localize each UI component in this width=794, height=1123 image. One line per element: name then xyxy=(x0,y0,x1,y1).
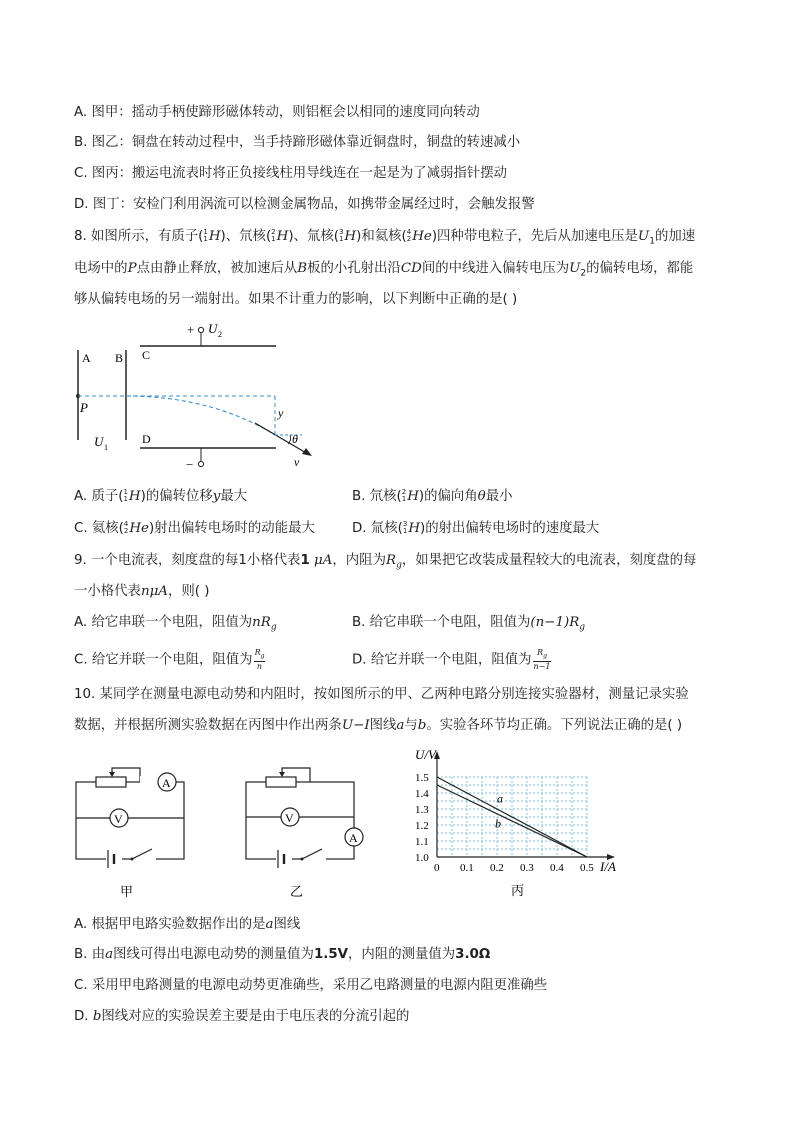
opt-text: D. 氚核( xyxy=(352,521,403,536)
nuclide-he4: 4 2 xyxy=(406,228,412,243)
opt-text: C. 给它并联一个电阻，阻值为 xyxy=(74,652,253,668)
opt-text: A. 给它串联一个电阻，阻值为 xyxy=(74,615,253,630)
opt-text: C. 氦核( xyxy=(74,521,124,536)
x-tick-label: 0.4 xyxy=(550,862,564,874)
u1-label: U xyxy=(94,434,104,449)
trajectory xyxy=(126,396,275,435)
q8-text: )四种带电粒子，先后从加速电压是 xyxy=(431,229,638,244)
q9-text: ，则( ) xyxy=(167,584,210,599)
q8-stem-line2 xyxy=(74,260,693,283)
opt-text: D. 给它并联一个电阻，阻值为 xyxy=(352,652,532,668)
q10-option-c: C. 采用甲电路测量的电源电动势更准确些，采用乙电路测量的电源内阻更准确些 xyxy=(74,978,548,993)
y-tick-label: 1.5 xyxy=(415,772,429,784)
nuclide-symbol: H xyxy=(344,229,357,244)
q9-num: 1 xyxy=(238,553,247,568)
q10-text: 图线 xyxy=(369,718,397,733)
q10-stem-line2 xyxy=(74,717,682,735)
q7-option-b: B. 图乙：铜盘在转动过程中，当手持蹄形磁体靠近铜盘时，铜盘的转速减小 xyxy=(74,135,521,150)
opt-text: ，内阻的测量值为 xyxy=(348,947,456,962)
opt-text: B. 氘核( xyxy=(352,489,402,504)
switch-pivot xyxy=(131,858,134,861)
series-label-b: b xyxy=(495,816,501,831)
opt-text: D. xyxy=(74,1009,93,1024)
opt-text: B. 给它串联一个电阻，阻值为 xyxy=(352,615,531,630)
opt-value: (n−1)R xyxy=(530,615,580,630)
fraction-den: n−1 xyxy=(533,661,551,671)
voltmeter-label: V xyxy=(285,811,294,825)
q10-text: 数据，并根据所测实验数据在丙图中作出两条 xyxy=(74,718,342,733)
opt-value: 3.0Ω xyxy=(455,947,491,962)
q8-option-a xyxy=(74,488,247,506)
y-tick-label: 1.1 xyxy=(415,836,429,848)
u1-sub: 1 xyxy=(104,443,108,452)
nuclide-symbol: He xyxy=(412,229,432,244)
x-tick-label: 0.1 xyxy=(460,862,474,874)
nuclide-h2: 2 1 xyxy=(271,228,276,243)
var-u1: U xyxy=(637,229,650,244)
opt-text: A. 质子( xyxy=(74,489,124,504)
q8-text: 点由静止释放，被加速后从 xyxy=(136,261,298,276)
q8-option-d xyxy=(352,520,599,538)
deflection-field-diagram xyxy=(70,318,330,476)
nuclide-he4: 4 2 xyxy=(123,520,129,535)
q10-text: 。实验各环节均正确。下列说法正确的是( ) xyxy=(426,718,683,733)
q8-text: 8. 如图所示，有质子( xyxy=(74,229,204,244)
slider-arrow xyxy=(109,772,115,777)
q9-text: ，如果把它改装成量程较大的电流表，刻度盘的每 xyxy=(401,553,697,568)
opt-text: )的偏向角 xyxy=(418,489,478,504)
nuclide-symbol: H xyxy=(208,229,221,244)
q9-text: 一小格代表 xyxy=(74,584,141,599)
label-d: D xyxy=(142,432,151,446)
voltmeter-label: V xyxy=(114,812,123,826)
q9-option-a xyxy=(74,614,277,637)
opt-text: 图线 xyxy=(273,917,301,932)
opt-text: 最小 xyxy=(485,489,513,504)
opt-value: 1.5V xyxy=(313,947,349,962)
nuclide-symbol: H xyxy=(408,521,420,536)
sub-g: g xyxy=(396,560,402,571)
var-u-i: U−I xyxy=(341,718,370,733)
var-b: b xyxy=(417,718,427,733)
sub-1: 1 xyxy=(649,236,655,247)
y-tick-label: 1.0 xyxy=(415,852,429,864)
q10-text: 与 xyxy=(404,718,418,733)
q8-text: 的加速 xyxy=(654,229,696,244)
q9-option-b xyxy=(352,614,585,637)
fraction-rg-over-n xyxy=(254,648,266,671)
q7-option-c: C. 图丙：搬运电流表时将正负接线柱用导线连在一起是为了减弱指针摆动 xyxy=(74,166,507,181)
circuit-loop xyxy=(76,782,184,859)
minus-sign: − xyxy=(186,457,194,472)
q7-option-d: D. 图丁：安检门利用涡流可以检测金属物品，如携带金属经过时，会触发报警 xyxy=(74,197,535,212)
u2-label: U xyxy=(208,321,218,336)
switch-pivot xyxy=(301,858,304,861)
label-b: B xyxy=(115,351,124,365)
y-tick-label: 1.3 xyxy=(415,804,429,816)
ammeter-label: A xyxy=(162,776,171,790)
q9-stem-line1 xyxy=(74,552,696,575)
label-v: v xyxy=(294,455,300,469)
label-bing: 丙 xyxy=(511,883,525,898)
x-tick-label: 0 xyxy=(434,862,440,874)
circuit-jia xyxy=(70,762,195,902)
q8-stem-line3: 够从偏转电场的另一端射出。如果不计重力的影响，以下判断中正确的是( ) xyxy=(74,292,518,307)
q8-text: )、氘核( xyxy=(220,229,272,244)
x-tick-label: 0.3 xyxy=(520,862,534,874)
circuit-loop xyxy=(246,782,354,859)
opt-text: )的射出偏转电场时的速度最大 xyxy=(420,521,600,536)
terminal-minus xyxy=(198,461,203,466)
q9-text: ，内阻为 xyxy=(332,553,386,568)
terminal-plus xyxy=(198,327,203,332)
u-i-chart xyxy=(395,745,635,905)
sub-2: 2 xyxy=(580,268,587,279)
nuclide-h1: 1 1 xyxy=(123,488,128,503)
var-r: R xyxy=(385,553,397,568)
nuclide-h2: 2 1 xyxy=(401,488,407,503)
var-theta: θ xyxy=(477,489,486,504)
label-a: A xyxy=(82,351,91,365)
q9-stem-line2 xyxy=(74,583,209,601)
plus-sign: + xyxy=(187,322,195,337)
q8-text: 电场中的 xyxy=(74,261,128,276)
var-p: P xyxy=(127,261,137,276)
label-p: P xyxy=(80,400,88,415)
q8-text: 间的中线进入偏转电压为 xyxy=(421,261,570,276)
u2-sub: 2 xyxy=(218,330,222,339)
label-c: C xyxy=(142,348,151,362)
nuclide-h3: 3 1 xyxy=(338,228,344,243)
label-y: y xyxy=(278,406,284,420)
q8-text: 板的小孔射出沿 xyxy=(307,261,401,276)
fraction-num: $R_g$ xyxy=(533,648,552,662)
q10-option-a xyxy=(74,916,300,934)
circuit-yi xyxy=(240,762,370,902)
series-label-a: a xyxy=(497,791,503,806)
q9-num: 1 xyxy=(300,553,310,568)
label-yi: 乙 xyxy=(290,884,304,899)
var-a: a xyxy=(396,718,405,733)
var-u2: U xyxy=(569,261,581,276)
velocity-arrow xyxy=(255,423,308,454)
var-b: b xyxy=(92,1009,102,1024)
q8-option-b xyxy=(352,488,513,506)
var-y: y xyxy=(212,489,221,504)
unit-mu-a: μA xyxy=(314,553,333,568)
velocity-arrowhead xyxy=(302,448,312,456)
nuclide-symbol: H xyxy=(407,489,419,504)
q9-option-d xyxy=(352,648,552,671)
q8-option-c xyxy=(74,520,315,538)
label-jia: 甲 xyxy=(120,884,134,899)
opt-text: 最大 xyxy=(220,489,248,504)
chart-axes xyxy=(434,751,615,860)
mask xyxy=(132,852,156,866)
y-tick-label: 1.4 xyxy=(415,788,429,800)
x-tick-label: 0.5 xyxy=(580,862,594,874)
sub-g: g xyxy=(579,622,586,633)
opt-text: 图线可得出电源电动势的测量值为 xyxy=(113,947,314,962)
var-n-mu-a: nμA xyxy=(140,584,168,599)
x-tick-label: 0.2 xyxy=(490,862,504,874)
y-axis-label: U/V xyxy=(415,747,436,762)
q8-text: )、氚核( xyxy=(288,229,339,244)
sub-g: g xyxy=(270,622,277,633)
var-a: a xyxy=(105,947,114,962)
nuclide-h3: 3 1 xyxy=(402,520,408,535)
rheostat xyxy=(96,777,126,787)
q9-option-c xyxy=(74,648,266,671)
q10-option-d xyxy=(74,1008,409,1026)
fraction-rg-over-n-minus-1 xyxy=(533,648,552,671)
opt-value: nR xyxy=(252,615,271,630)
q10-stem-line1: 10. 某同学在测量电源电动势和内阻时，按如图所示的甲、乙两种电路分别连接实验器材，测量记录实验 xyxy=(74,687,689,702)
q8-text: 的偏转电场，都能 xyxy=(586,261,694,276)
label-theta: θ xyxy=(292,432,298,446)
var-cd: CD xyxy=(400,261,422,276)
q7-option-a: A. 图甲：摇动手柄使蹄形磁体转动，则铝框会以相同的速度同向转动 xyxy=(74,105,480,120)
var-b: B xyxy=(297,261,308,276)
q9-text: 小格代表 xyxy=(246,553,301,568)
opt-text: )射出偏转电场时的动能最大 xyxy=(148,521,315,536)
nuclide-symbol: H xyxy=(128,489,141,504)
opt-text: A. 根据甲电路实验数据作出的是 xyxy=(74,917,266,932)
rheostat xyxy=(266,777,296,787)
fraction-num: $R_g$ xyxy=(254,648,265,660)
opt-text: B. 由 xyxy=(74,947,106,962)
nuclide-symbol: H xyxy=(276,229,289,244)
opt-text: 图线对应的实验误差主要是由于电压表的分流引起的 xyxy=(101,1009,410,1024)
nuclide-symbol: He xyxy=(129,521,149,536)
x-axis-label: I/A xyxy=(600,859,616,874)
mask xyxy=(302,852,326,866)
opt-text: )的偏转位移 xyxy=(140,489,213,504)
slider-arrow xyxy=(279,772,285,777)
y-tick-label: 1.2 xyxy=(415,820,429,832)
q8-text: )和氦核( xyxy=(356,229,407,244)
nuclide-h1: 1 1 xyxy=(203,228,208,243)
q9-text: 9. 一个电流表，刻度盘的每 xyxy=(74,553,239,568)
q10-option-b xyxy=(74,946,490,964)
ammeter-label: A xyxy=(349,831,358,845)
q8-stem-line1 xyxy=(74,228,695,251)
fraction-den: n xyxy=(256,661,263,671)
var-a: a xyxy=(265,917,274,932)
